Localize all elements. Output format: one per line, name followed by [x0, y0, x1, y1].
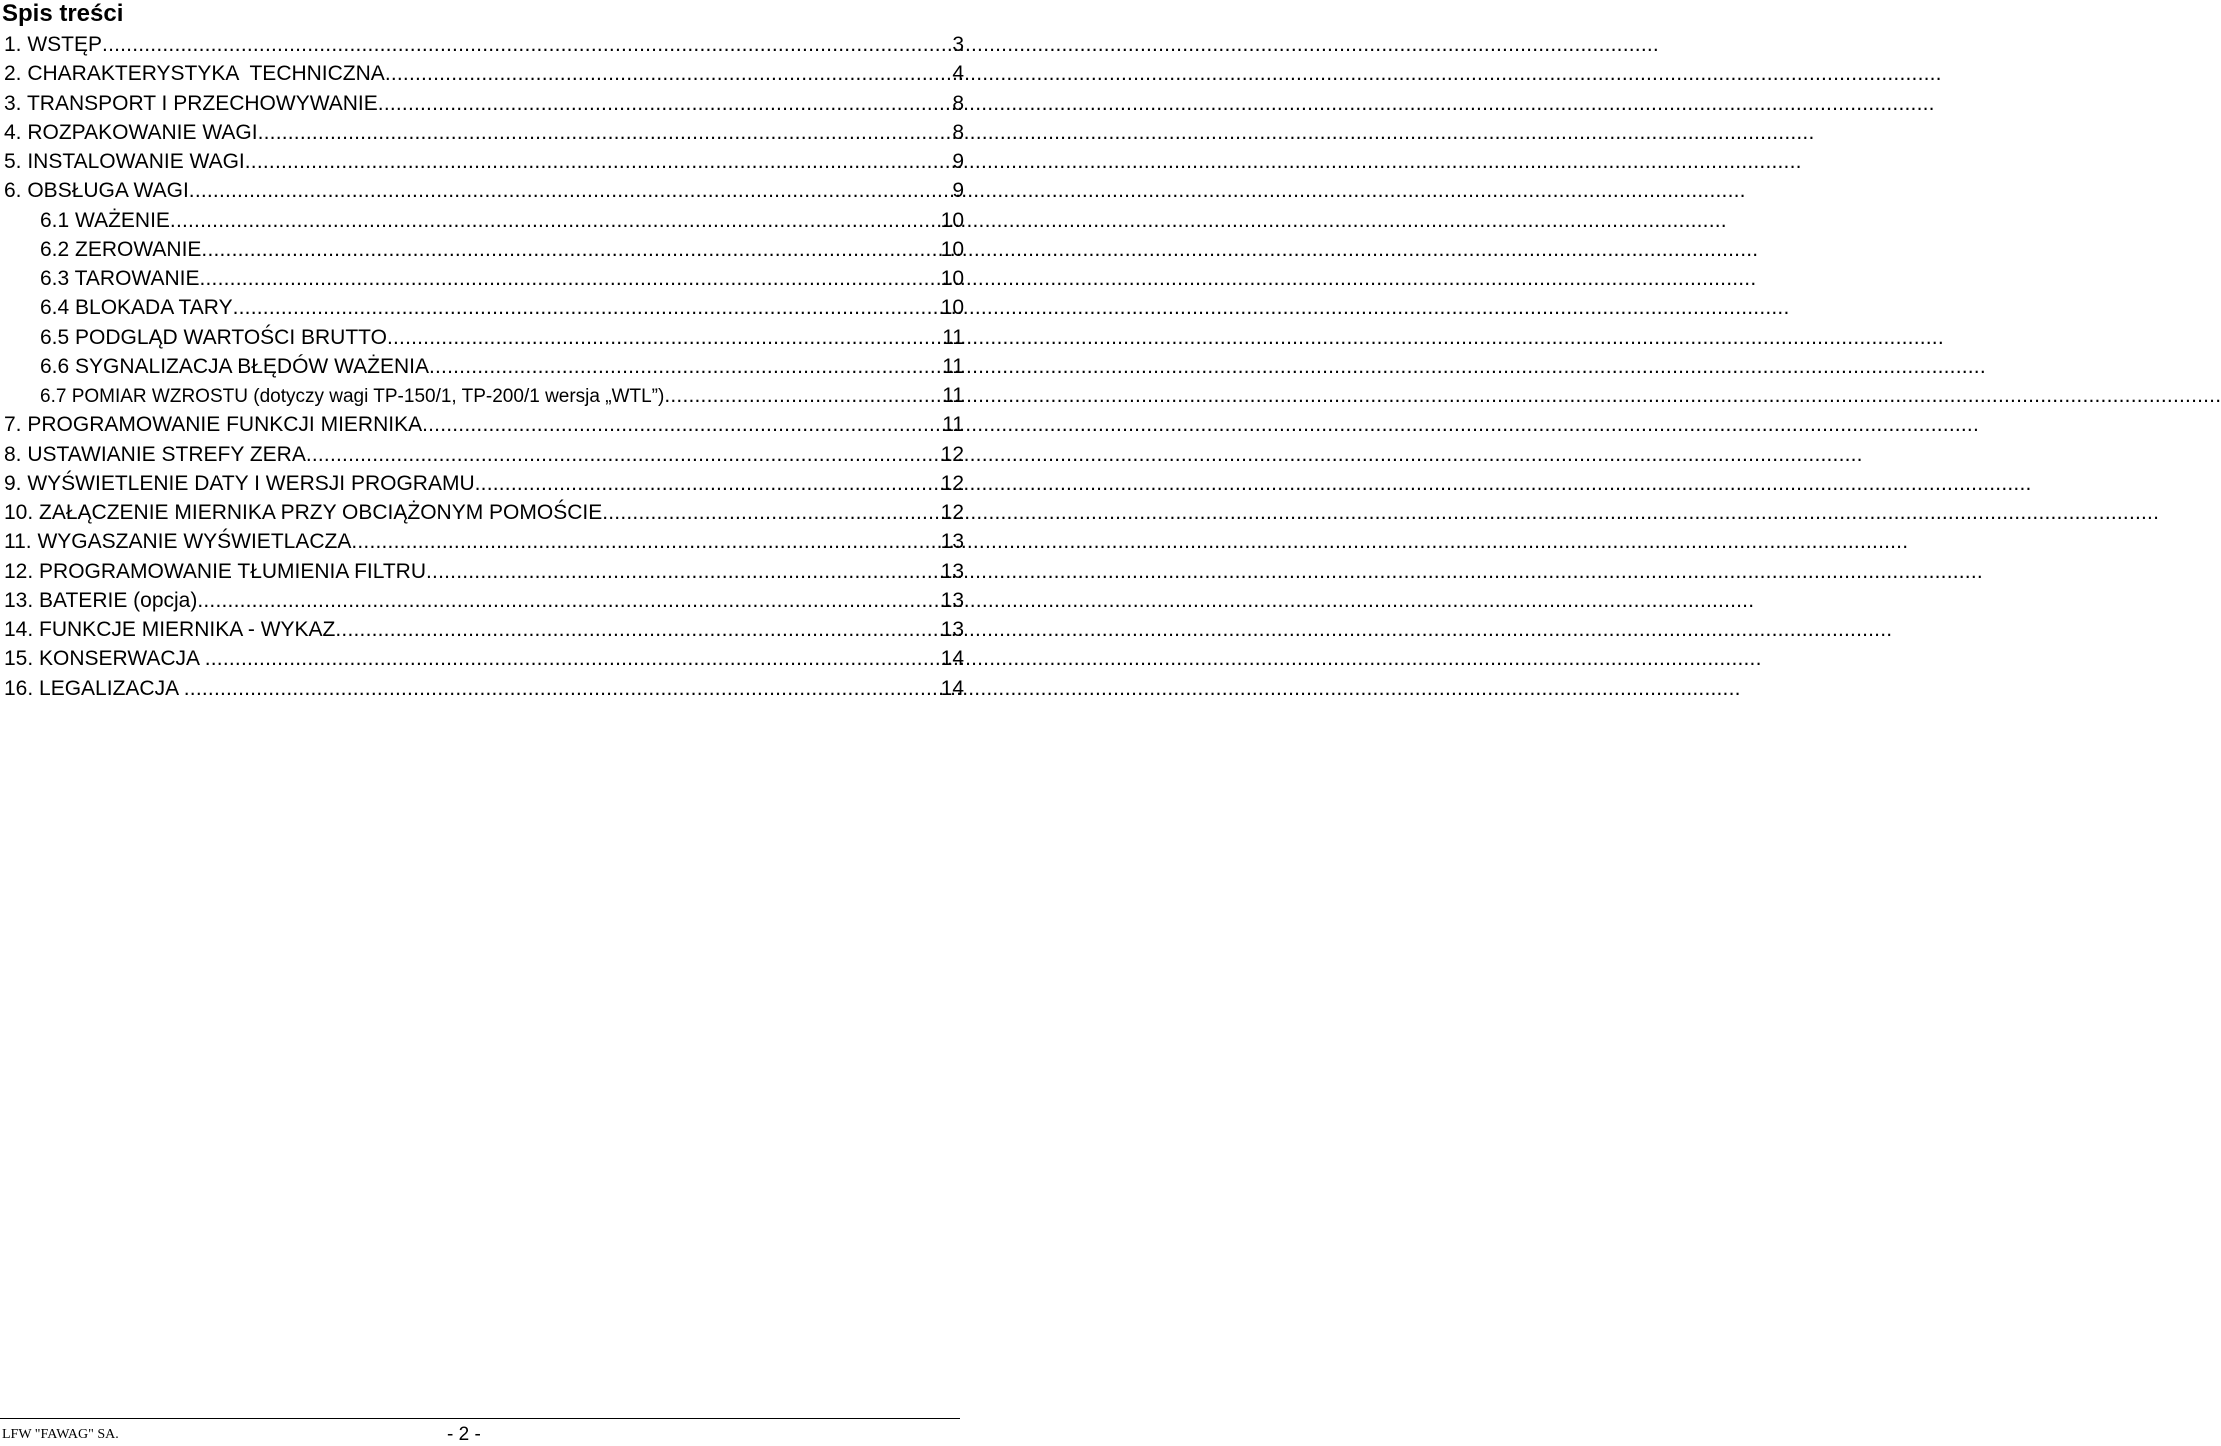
toc-leader-dots — [102, 30, 952, 59]
toc-entry-page: 13 — [940, 588, 964, 612]
toc-entry[interactable] — [4, 59, 964, 88]
toc-entry-page: 13 — [940, 530, 964, 554]
toc-entry-label: 12. PROGRAMOWANIE TŁUMIENIA FILTRU — [4, 559, 427, 583]
toc-entry[interactable] — [4, 527, 964, 556]
toc-entry-page: 10 — [940, 296, 964, 320]
toc-entry-page: 14 — [940, 647, 964, 671]
toc-entry[interactable] — [4, 644, 964, 673]
toc-entry-page: 10 — [940, 208, 964, 232]
toc-entry[interactable] — [4, 557, 964, 586]
toc-entry-label: 11. WYGASZANIE WYŚWIETLACZA — [4, 530, 352, 554]
toc-entry-page: 8 — [952, 91, 964, 115]
toc-leader-dots — [197, 586, 940, 615]
footer-page-number: - 2 - — [447, 1424, 481, 1445]
toc-entry-page: 8 — [952, 120, 964, 144]
toc-leader-dots — [602, 498, 940, 527]
toc-entry-label: 5. INSTALOWANIE WAGI — [4, 150, 245, 173]
toc-entry-page: 9 — [952, 179, 964, 203]
toc-entry-page: 13 — [940, 559, 964, 583]
footer-company-name: LFW "FAWAG" SA. — [2, 1427, 119, 1442]
toc-entry-page: 12 — [940, 501, 964, 524]
toc-entry-label: 1. WSTĘP — [4, 33, 103, 56]
toc-entry-page: 13 — [940, 618, 964, 641]
toc-leader-dots — [387, 323, 942, 352]
toc-entry-label: 4. ROZPAKOWANIE WAGI — [4, 120, 258, 144]
toc-entry-page: 11 — [942, 354, 964, 378]
toc-entry-label: 6. OBSŁUGA WAGI — [4, 179, 189, 203]
toc-entry-page: 12 — [940, 471, 964, 495]
toc-entry[interactable] — [4, 118, 964, 147]
footer-divider — [0, 1418, 960, 1419]
toc-entry[interactable] — [4, 30, 964, 59]
toc-entry-label: 6.3 TAROWANIE — [40, 267, 200, 290]
toc-subentry[interactable] — [4, 323, 964, 352]
toc-entry-label: 6.2 ZEROWANIE — [40, 237, 202, 261]
toc-leader-dots — [385, 59, 953, 88]
toc-entry[interactable] — [4, 615, 964, 644]
toc-leader-dots — [351, 527, 940, 556]
toc-entry[interactable] — [4, 469, 964, 498]
toc-entry-page: 14 — [940, 676, 964, 700]
toc-subentry[interactable] — [4, 264, 964, 293]
toc-entry-page: 11 — [942, 413, 964, 437]
toc-entry[interactable] — [4, 440, 964, 469]
toc-entry-label: 6.7 POMIAR WZROSTU (dotyczy wagi TP-150/1, TP-200/1 wersja „WTL”) — [40, 386, 665, 407]
toc-entry-page: 3 — [952, 33, 964, 56]
toc-entry-label: 6.5 PODGLĄD WARTOŚCI BRUTTO — [40, 325, 387, 349]
toc-title: Spis treści — [2, 0, 124, 27]
toc-leader-dots — [189, 176, 953, 205]
toc-leader-dots — [258, 118, 953, 147]
toc-leader-dots — [233, 293, 941, 322]
toc-entry-label: 16. LEGALIZACJA — [4, 676, 184, 700]
toc-entry-page: 10 — [940, 237, 964, 261]
toc-leader-dots — [245, 147, 953, 176]
toc-entry-page: 12 — [940, 442, 964, 466]
toc-entry-label: 6.4 BLOKADA TARY — [40, 296, 233, 320]
toc-leader-dots — [335, 615, 940, 644]
toc-entry-label: 3. TRANSPORT I PRZECHOWYWANIE — [4, 91, 378, 115]
toc-entry-label: 6.6 SYGNALIZACJA BŁĘDÓW WAŻENIA — [40, 354, 429, 378]
toc-leader-dots — [199, 264, 940, 293]
toc-entry-label: 6.1 WAŻENIE — [40, 208, 170, 232]
toc-leader-dots — [170, 206, 941, 235]
toc-entry-page: 4 — [952, 62, 964, 86]
toc-entry-label: 2. CHARAKTERYSTYKA TECHNICZNA — [4, 62, 385, 86]
toc-subentry[interactable] — [4, 381, 964, 410]
toc-subentry[interactable] — [4, 235, 964, 264]
toc-entry[interactable] — [4, 147, 964, 176]
toc-leader-dots — [429, 352, 942, 381]
table-of-contents — [4, 30, 964, 703]
toc-leader-dots — [422, 410, 942, 439]
toc-subentry[interactable] — [4, 206, 964, 235]
toc-entry[interactable] — [4, 410, 964, 439]
toc-leader-dots — [306, 440, 941, 469]
toc-leader-dots — [378, 89, 953, 118]
toc-entry-label: 15. KONSERWACJA — [4, 647, 205, 671]
toc-leader-dots — [205, 644, 941, 673]
toc-entry[interactable] — [4, 89, 964, 118]
toc-entry-label: 10. ZAŁĄCZENIE MIERNIKA PRZY OBCIĄŻONYM POMOŚCIE — [4, 501, 603, 524]
toc-leader-dots — [184, 674, 941, 703]
toc-entry[interactable] — [4, 176, 964, 205]
toc-entry[interactable] — [4, 674, 964, 703]
toc-leader-dots — [426, 557, 941, 586]
toc-leader-dots — [201, 235, 940, 264]
toc-subentry[interactable] — [4, 293, 964, 322]
toc-entry[interactable] — [4, 586, 964, 615]
toc-subentry[interactable] — [4, 352, 964, 381]
toc-entry-label: 7. PROGRAMOWANIE FUNKCJI MIERNIKA — [4, 413, 423, 437]
toc-entry-label: 14. FUNKCJE MIERNIKA - WYKAZ — [4, 618, 336, 641]
toc-entry-page: 10 — [940, 267, 964, 290]
toc-leader-dots — [664, 381, 942, 410]
toc-entry-page: 11 — [942, 384, 964, 407]
toc-entry-page: 9 — [952, 150, 964, 173]
toc-entry-label: 13. BATERIE (opcja) — [4, 588, 198, 612]
toc-entry-label: 9. WYŚWIETLENIE DATY I WERSJI PROGRAMU — [4, 471, 475, 495]
toc-entry-page: 11 — [942, 325, 964, 349]
toc-entry-label: 8. USTAWIANIE STREFY ZERA — [4, 442, 306, 466]
toc-entry[interactable] — [4, 498, 964, 527]
toc-leader-dots — [475, 469, 941, 498]
